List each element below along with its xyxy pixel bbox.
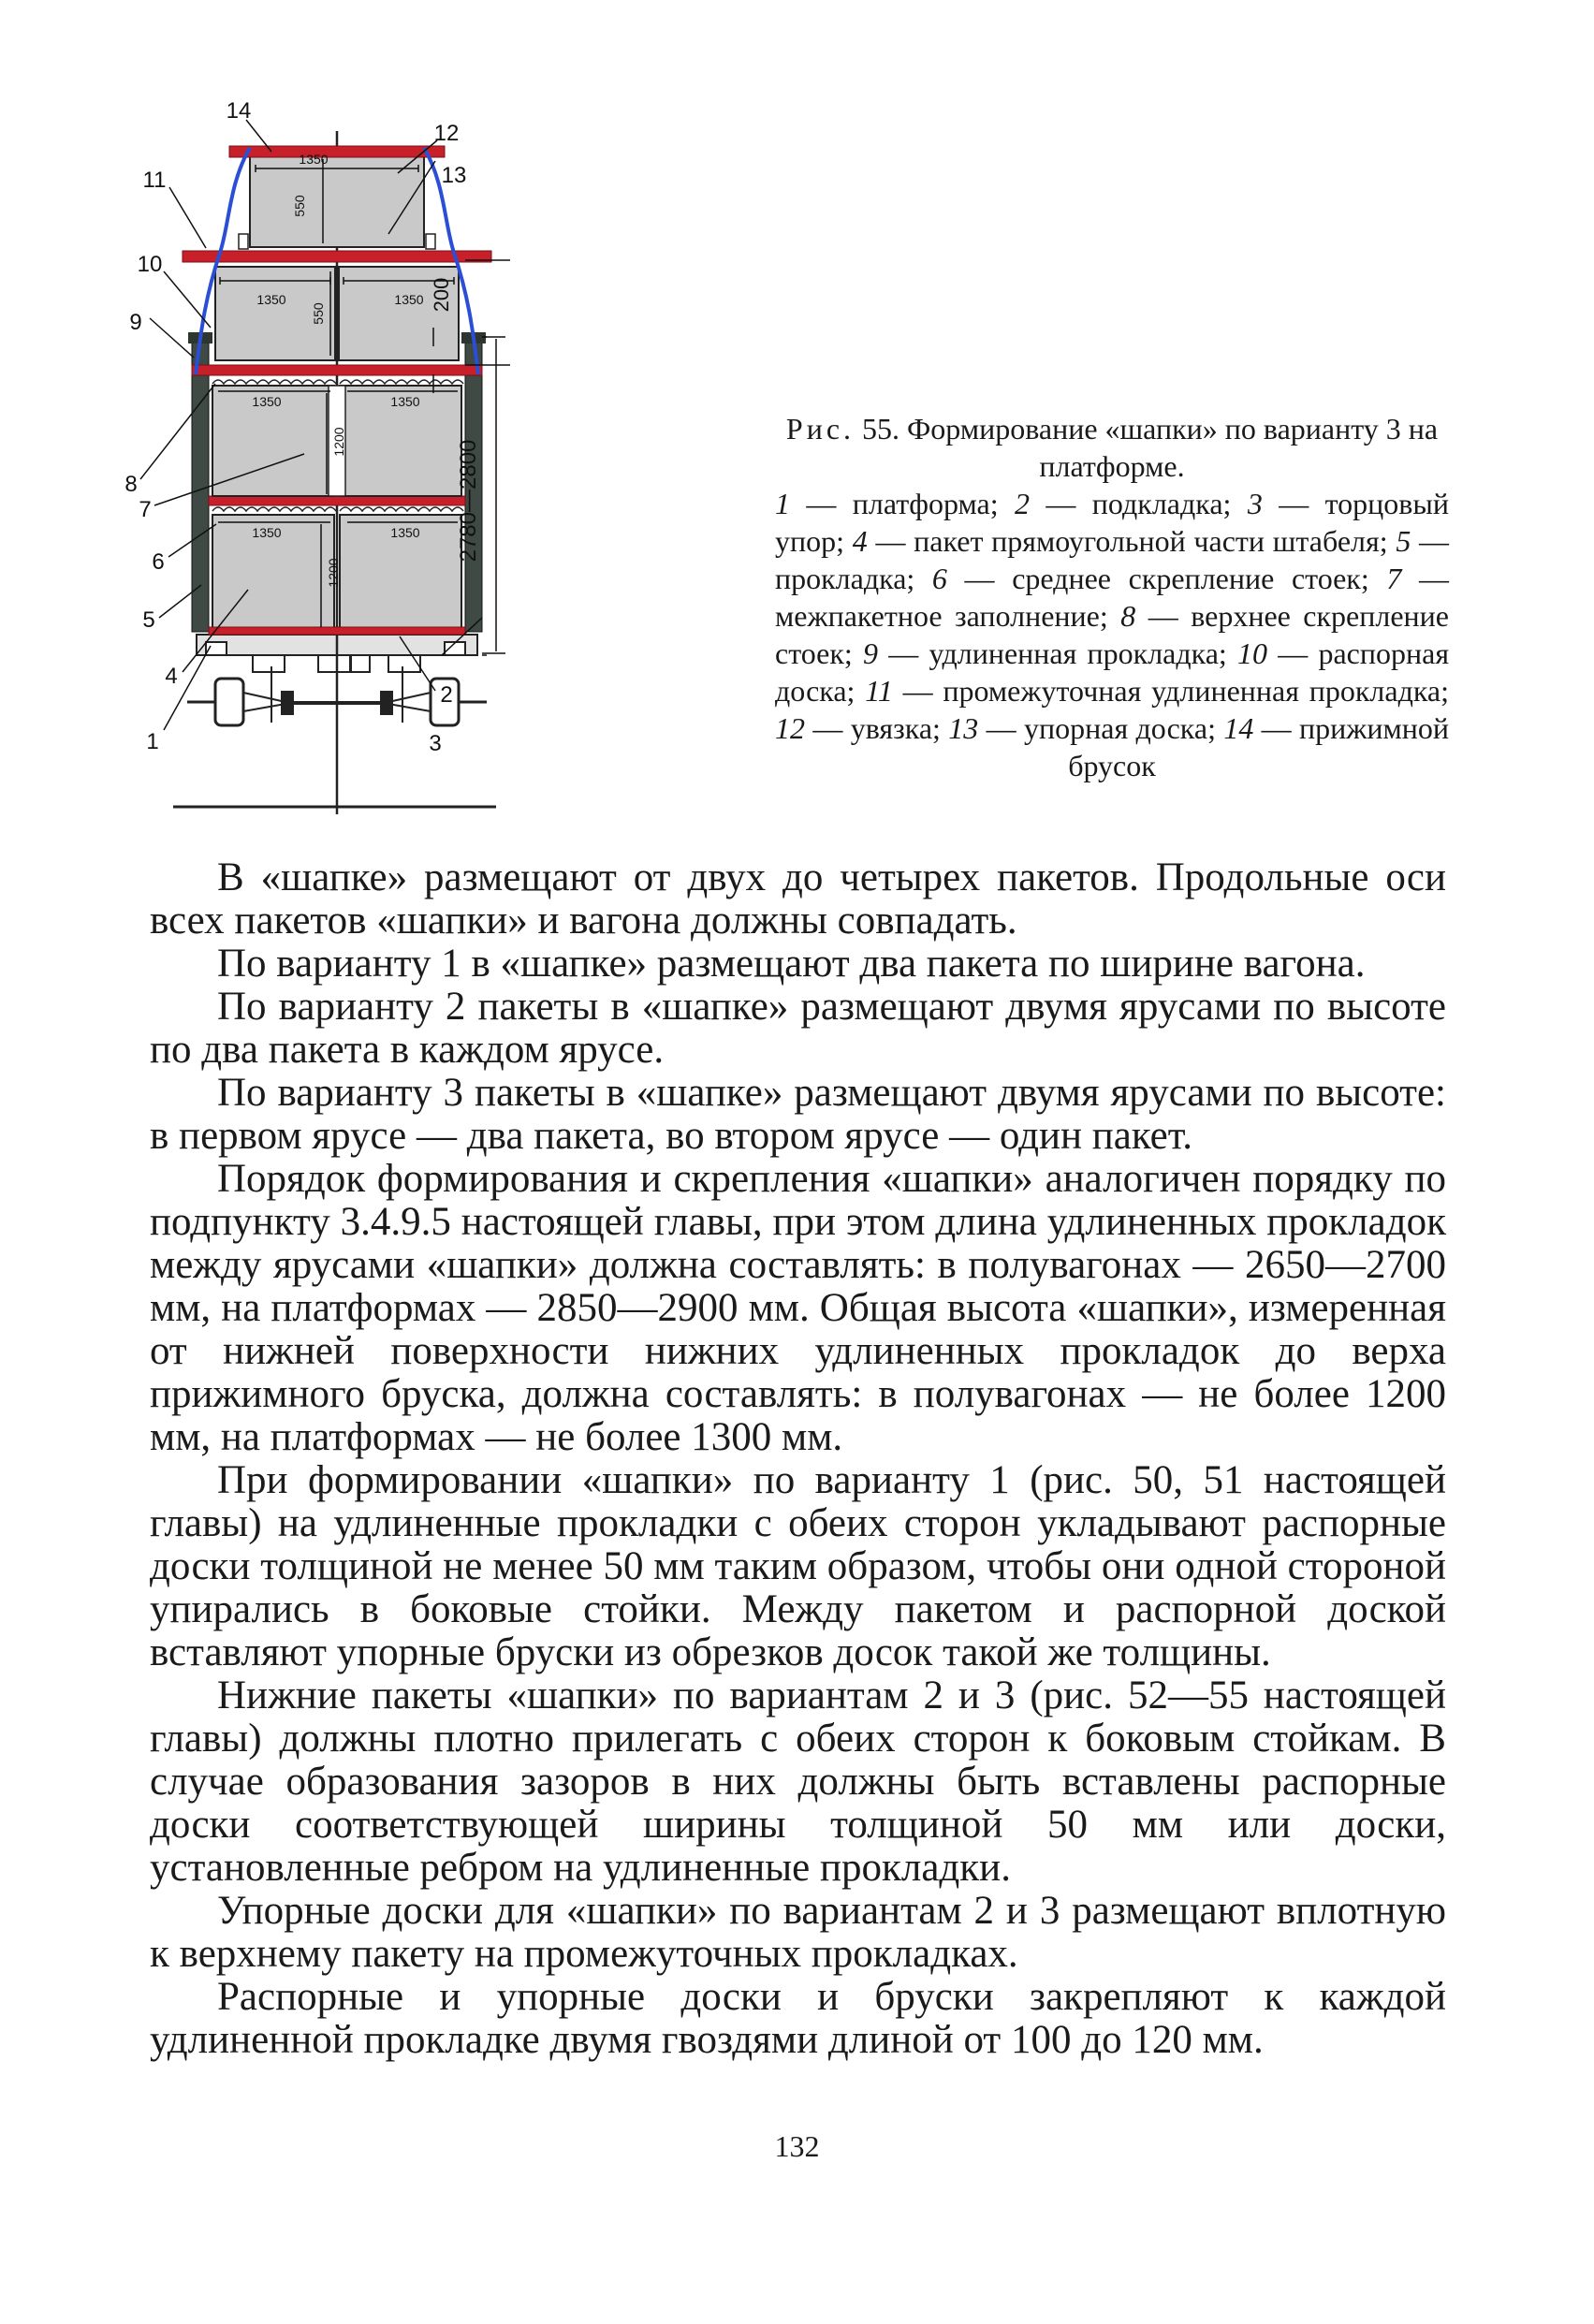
caption-item: 8 — верхнее скрепление стоек;: [775, 599, 1450, 670]
caption-item: 1 — платформа;: [775, 487, 1015, 520]
dim-upper-height: 550: [292, 195, 307, 217]
callout-5: 5: [142, 607, 155, 633]
caption-item-number: 13: [948, 711, 979, 745]
caption-item-text: верхнее скрепление стоек: [775, 599, 1450, 670]
callout-11: 11: [142, 168, 167, 193]
callout-6: 6: [152, 549, 165, 575]
caption-item-number: 10: [1237, 636, 1268, 670]
caption-item-text: увязка: [850, 711, 933, 745]
caption-item: 11 — промежуточная удлиненная прокладка;: [865, 674, 1450, 708]
dim-tier2-height: 1200: [326, 558, 341, 588]
callout-3: 3: [429, 731, 442, 756]
callout-12: 12: [433, 121, 460, 146]
paragraph: При формировании «шапки» по варианту 1 (рис. 50, 51 настоящей главы) на удлиненные прокладки с обеих сторон укладывают распорные доски толщиной не менее 50 мм таким образом, чтобы они одной стороной упирались в боковые стойки. Между пакетом и распорной доской вставляют упорные бруски из обрезков досок такой же толщины.: [150, 1458, 1446, 1674]
caption-item: 2 — подкладка;: [1015, 487, 1248, 520]
callout-8: 8: [124, 472, 138, 497]
caption-item-number: 11: [865, 674, 893, 708]
caption-item-text: распорная доска: [775, 636, 1450, 708]
paragraph: Нижние пакеты «шапки» по вариантам 2 и 3 (рис. 52—55 настоящей главы) должны плотно прилегать с обеих сторон к боковым стойкам. В случае образования зазоров в них должны быть вставлены распорные доски соответствующей ширины толщиной 50 мм или доски, установленные ребром на удлиненные прокладки.: [150, 1674, 1446, 1890]
caption-item-text: промежуточная удлиненная прокладка: [943, 674, 1441, 708]
callout-10: 10: [137, 252, 163, 277]
clamp-bar: [229, 146, 445, 157]
caption-item-number: 8: [1120, 599, 1136, 633]
caption-item-text: платформа: [852, 487, 990, 520]
caption-item: 7 — межпакетное заполнение;: [775, 562, 1450, 633]
caption-item-number: 5: [1396, 524, 1411, 558]
stake-left: [192, 337, 209, 632]
caption-item-number: 6: [931, 562, 947, 595]
callout-14: 14: [226, 98, 252, 124]
caption-item: 5 — прокладка;: [775, 524, 1450, 595]
caption-item-number: 12: [775, 711, 805, 745]
dim-mid-width-right: 1350: [394, 292, 424, 307]
dim-upper-width: 1350: [299, 152, 329, 167]
caption-item-text: удлиненная прокладка: [929, 636, 1219, 670]
caption-item-number: 1: [775, 487, 790, 520]
caption-item-number: 14: [1223, 711, 1254, 745]
caption-item: 12 — увязка;: [775, 711, 949, 745]
caption-item: 10 — распорная доска;: [775, 636, 1450, 708]
callout-7: 7: [139, 497, 152, 522]
caption-item-number: 9: [863, 636, 879, 670]
paragraph: Упорные доски для «шапки» по вариантам 2 и 3 размещают вплотную к верхнему пакету на промежуточных прокладках.: [150, 1889, 1446, 1976]
page-number: 132: [774, 2129, 820, 2163]
figure-55-diagram: [124, 94, 772, 824]
callout-2: 2: [440, 682, 453, 708]
paragraph: Распорные и упорные доски и бруски закрепляют к каждой удлиненной прокладке двумя гвоздями длиной от 100 до 120 мм.: [150, 1975, 1446, 2062]
caption-item-text: пакет прямоугольной части штабеля: [914, 524, 1380, 558]
caption-item-text: прокладка: [775, 562, 907, 595]
paragraph: В «шапке» размещают от двух до четырех пакетов. Продольные оси всех пакетов «шапки» и вагона должны совпадать.: [150, 855, 1446, 943]
dim-mid-height: 550: [311, 302, 326, 325]
dim-mid-width-left: 1350: [256, 292, 286, 307]
paragraph: Порядок формирования и скрепления «шапки» аналогичен порядку по подпункту 3.4.9.5 настоящей главы, при этом длина удлиненных прокладок между ярусами «шапки» должна составлять: в полувагонах — 2650—2700 мм, на платформах — 2850—2900 мм. Общая высота «шапки», измеренная от нижней поверхности нижних удлиненных прокладок до верха прижимного бруска, должна составлять: в полувагонах — не более 1200 мм, на платформах — не более 1300 мм.: [150, 1157, 1446, 1459]
dim-tier2-width-right: 1350: [390, 525, 420, 540]
board-lower: [209, 627, 465, 635]
caption-item-number: 4: [852, 524, 868, 558]
caption-item: 14 — прижимной брусок: [1068, 711, 1450, 782]
caption-title: Рис. 55. Формирование «шапки» по варианту 3 на платформе.: [785, 412, 1439, 483]
caption-item: 13 — упорная доска;: [948, 711, 1224, 745]
caption-legend: [775, 485, 1449, 784]
caption-item: 6 — среднее скрепление стоек;: [931, 562, 1387, 595]
dim-tier2-width-left: 1350: [252, 525, 282, 540]
board-intermediate: [183, 251, 491, 262]
callout-9: 9: [129, 310, 142, 335]
caption-item: 4 — пакет прямоугольной части штабеля;: [852, 524, 1397, 558]
dim-gap: 200: [430, 277, 453, 313]
caption-item-text: подкладка: [1091, 487, 1223, 520]
cap-package-top: [250, 153, 424, 247]
caption-item: 9 — удлиненная прокладка;: [863, 636, 1238, 670]
dim-tier1-width-left: 1350: [252, 394, 282, 409]
paragraph: По варианту 1 в «шапке» размещают два пакета по ширине вагона.: [217, 942, 1366, 986]
caption-item-text: упорная доска: [1024, 711, 1208, 745]
callout-1: 1: [146, 729, 159, 754]
caption-item-number: 2: [1015, 487, 1030, 520]
caption-item-text: среднее скрепление стоек: [1012, 562, 1361, 595]
caption-item-number: 7: [1386, 562, 1402, 595]
callout-13: 13: [441, 163, 467, 188]
caption-item-text: межпакетное заполнение: [775, 599, 1100, 633]
platform: [173, 635, 496, 807]
figure-caption: [775, 410, 1449, 784]
body-text: [150, 856, 1446, 2062]
board-extended: [192, 365, 482, 375]
paragraph: По варианту 3 пакеты в «шапке» размещают двумя ярусами по высоте: в первом ярусе — два пакета, во втором ярусе — один пакет.: [150, 1071, 1446, 1158]
caption-item-number: 3: [1247, 487, 1263, 520]
caption-item-text: торцовый упор: [775, 487, 1450, 558]
caption-item-text: прижимной брусок: [1068, 711, 1450, 782]
dim-tier1-width-right: 1350: [390, 394, 420, 409]
caption-item: 3 — торцовый упор;: [775, 487, 1450, 558]
callout-4: 4: [165, 664, 178, 689]
dim-tier1-height: 1200: [331, 427, 346, 457]
board-middle: [209, 496, 465, 505]
dim-total-height: 2780—2800: [456, 439, 481, 563]
paragraph: По варианту 2 пакеты в «шапке» размещают двумя ярусами по высоте по два пакета в каждом ярусе.: [150, 985, 1446, 1072]
